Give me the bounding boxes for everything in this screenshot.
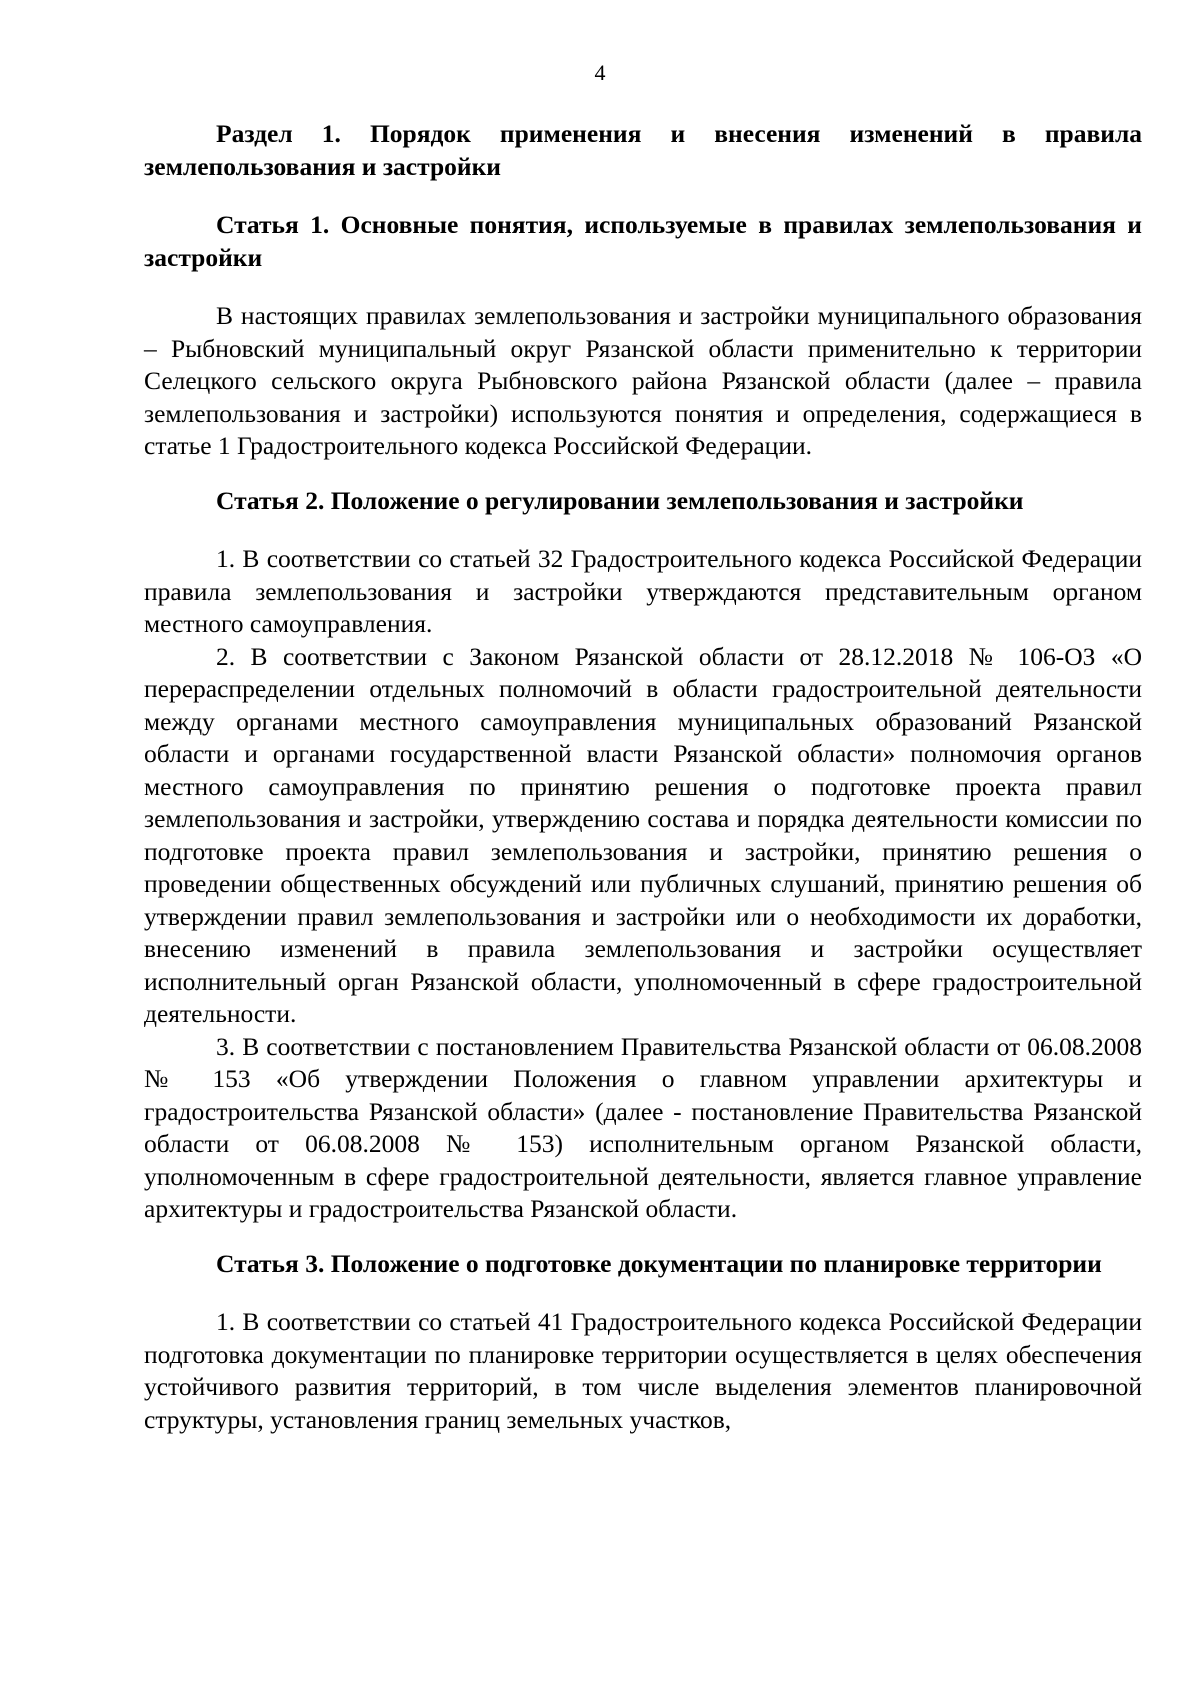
article-2-heading: Статья 2. Положение о регулировании землепользования и застройки [216,485,1024,515]
article-2-paragraph-2: 2. В соответствии с Законом Рязанской области от 28.12.2018 № 106-ОЗ «О перераспределении отдельных полномочий в области градостроительной деятельности между органами местного самоуправления муниципальных образований Рязанской области и органами государственной власти Рязанской области» полномочия органов местного самоуправления по принятию решения о подготовке проекта правил землепользования и застройки, утверждению состава и порядка деятельности комиссии по подготовке проекта правил землепользования и застройки, принятию решения о проведении общественных обсуждений или публичных слушаний, принятию решения об утверждении правил землепользования и застройки или о необходимости их доработки, внесению изменений в правила землепользования и застройки осуществляет исполнительный орган Рязанской области, уполномоченный в сфере градостроительной деятельности. [144,641,1142,1028]
page-number: 4 [594,60,606,85]
article-2-paragraph-3: 3. В соответствии с постановлением Правительства Рязанской области от 06.08.2008 № 153 «Об утверждении Положения о главном управлении архитектуры и градостроительства Рязанской области» (далее - постановление Правительства Рязанской области от 06.08.2008 № 153) исполнительным органом Рязанской области, уполномоченным в сфере градостроительной деятельности, является главное управление архитектуры и градостроительства Рязанской области. [144,1031,1142,1223]
document-body [144,118,1142,1436]
article-3-heading: Статья 3. Положение о подготовке документации по планировке территории [216,1248,1102,1278]
section-heading: Раздел 1. Порядок применения и внесения изменений в правила землепользования и застройки [144,119,1142,181]
article-2-paragraph-1: 1. В соответствии со статьей 32 Градостроительного кодекса Российской Федерации правила землепользования и застройки утверждаются представительным органом местного самоуправления. [144,544,1142,638]
article-1-heading: Статья 1. Основные понятия, используемые в правилах землепользования и застройки [144,210,1142,272]
article-3-paragraph-1: 1. В соответствии со статьей 41 Градостроительного кодекса Российской Федерации подготовка документации по планировке территории осуществляется в целях обеспечения устойчивого развития территорий, в том числе выделения элементов планировочной структуры, установления границ земельных участков, [144,1307,1142,1434]
article-1-paragraph: В настоящих правилах землепользования и застройки муниципального образования – Рыбновский муниципальный округ Рязанской области применительно к территории Селецкого сельского округа Рыбновского района Рязанской области (далее – правила землепользования и застройки) используются понятия и определения, содержащиеся в статье 1 Градостроительного кодекса Российской Федерации. [144,301,1142,460]
